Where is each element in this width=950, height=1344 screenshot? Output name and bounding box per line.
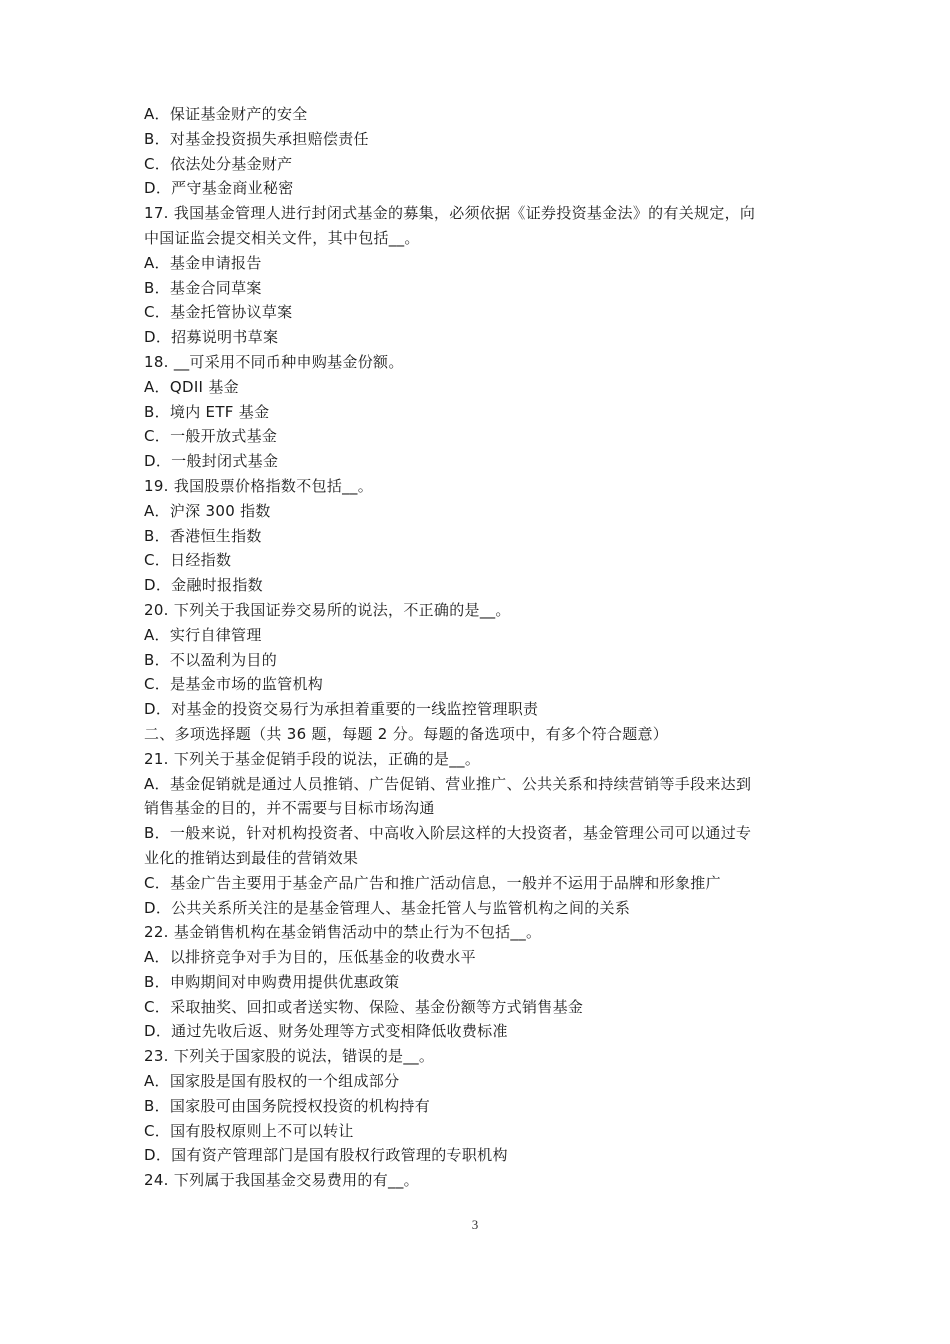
- text-line: 21. 下列关于基金促销手段的说法，正确的是__。: [144, 749, 481, 768]
- text-line: 20. 下列关于我国证券交易所的说法，不正确的是__。: [144, 600, 511, 619]
- text-line: B．申购期间对申购费用提供优惠政策: [144, 972, 400, 991]
- text-line: D．国有资产管理部门是国有股权行政管理的专职机构: [144, 1146, 508, 1165]
- text-line: B．对基金投资损失承担赔偿责任: [144, 129, 369, 148]
- text-line: A．沪深 300 指数: [144, 501, 271, 520]
- text-line: A．基金促销就是通过人员推销、广告促销、营业推广、公共关系和持续营销等手段来达到: [144, 774, 752, 793]
- document-body: [144, 102, 816, 1193]
- text-line: C．依法处分基金财产: [144, 154, 293, 173]
- text-line: D．金融时报指数: [144, 576, 263, 595]
- text-line: B．一般来说，针对机构投资者、中高收入阶层这样的大投资者，基金管理公司可以通过专: [144, 824, 752, 843]
- text-line: D．一般封闭式基金: [144, 452, 279, 471]
- text-line: D．招募说明书草案: [144, 328, 279, 347]
- text-line: D．对基金的投资交易行为承担着重要的一线监控管理职责: [144, 700, 539, 719]
- text-line: 22. 基金销售机构在基金销售活动中的禁止行为不包括__。: [144, 923, 542, 942]
- text-line: C．国有股权原则上不可以转让: [144, 1121, 354, 1140]
- text-line: A．以排挤竞争对手为目的，压低基金的收费水平: [144, 948, 476, 967]
- text-line: D．公共关系所关注的是基金管理人、基金托管人与监管机构之间的关系: [144, 898, 631, 917]
- text-line: C．基金托管协议草案: [144, 303, 293, 322]
- text-line: B．基金合同草案: [144, 278, 262, 297]
- text-line: C．基金广告主要用于基金产品广告和推广活动信息，一般并不运用于品牌和形象推广: [144, 873, 721, 892]
- text-line: B．国家股可由国务院授权投资的机构持有: [144, 1096, 430, 1115]
- page-number: 3: [471, 1217, 479, 1232]
- text-line: A．基金申请报告: [144, 253, 262, 272]
- text-line: B．香港恒生指数: [144, 526, 262, 545]
- text-line: 17. 我国基金管理人进行封闭式基金的募集，必须依据《证券投资基金法》的有关规定，向: [144, 204, 756, 223]
- text-line: 23. 下列关于国家股的说法，错误的是__。: [144, 1047, 435, 1066]
- text-line: 二、多项选择题（共 36 题，每题 2 分。每题的备选项中，有多个符合题意）: [144, 724, 669, 743]
- text-line: C．日经指数: [144, 551, 232, 570]
- text-line: A．国家股是国有股权的一个组成部分: [144, 1072, 400, 1091]
- text-line: 19. 我国股票价格指数不包括__。: [144, 476, 374, 495]
- text-line: A．实行自律管理: [144, 625, 262, 644]
- text-line: 24. 下列属于我国基金交易费用的有__。: [144, 1171, 419, 1190]
- text-line: D．通过先收后返、财务处理等方式变相降低收费标准: [144, 1022, 508, 1041]
- text-line: B．境内 ETF 基金: [144, 402, 270, 421]
- text-line: B．不以盈利为目的: [144, 650, 277, 669]
- text-line: D．严守基金商业秘密: [144, 179, 294, 198]
- text-line: 中国证监会提交相关文件，其中包括__。: [144, 228, 420, 247]
- text-line: A．保证基金财产的安全: [144, 105, 308, 123]
- text-line: C．一般开放式基金: [144, 427, 278, 446]
- text-line: 18. __可采用不同币种申购基金份额。: [144, 352, 404, 371]
- text-line: A．QDII 基金: [144, 377, 239, 396]
- text-line: C．采取抽奖、回扣或者送实物、保险、基金份额等方式销售基金: [144, 997, 584, 1016]
- text-line: C．是基金市场的监管机构: [144, 675, 324, 694]
- text-line: 业化的推销达到最佳的营销效果: [144, 848, 359, 867]
- text-line: 销售基金的目的，并不需要与目标市场沟通: [144, 799, 435, 818]
